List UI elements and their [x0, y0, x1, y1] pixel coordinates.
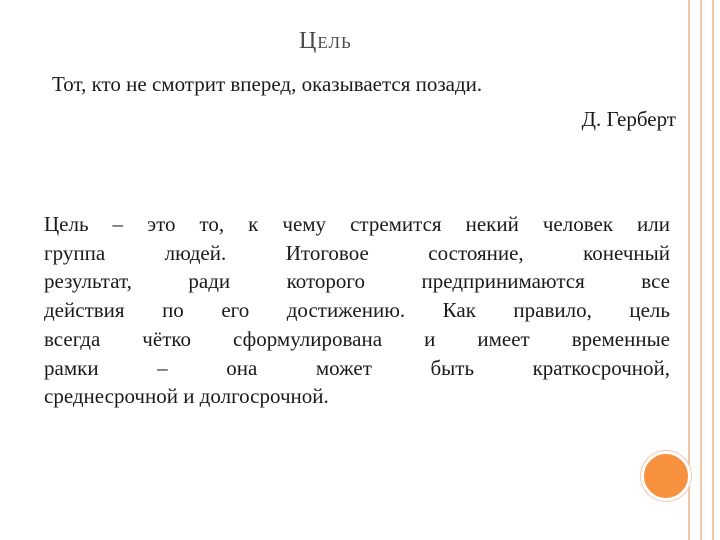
epigraph-author: Д. Герберт	[581, 107, 676, 131]
decorative-rule	[712, 0, 714, 540]
decorative-circle-icon	[641, 451, 691, 501]
paragraph-line: среднесрочной и долгосрочной.	[44, 384, 329, 409]
decorative-rule	[700, 0, 702, 540]
slide-title: Цель	[299, 28, 352, 54]
paragraph-line: Цель – это то, к чему стремится некий человек или	[44, 212, 670, 236]
paragraph-line: группа людей. Итоговое состояние, конечный	[44, 240, 670, 265]
paragraph-line: действия по его достижению. Как правило, цель	[44, 298, 670, 323]
definition-paragraph	[44, 210, 670, 411]
paragraph-line: результат, ради которого предпринимаются все	[44, 269, 670, 294]
decorative-rule	[688, 0, 690, 540]
paragraph-line: рамки – она может быть краткосрочной,	[44, 355, 670, 380]
epigraph-quote: Тот, кто не смотрит вперед, оказывается позади.	[52, 72, 483, 96]
paragraph-line: всегда чётко сформулирована и имеет временные	[44, 326, 670, 351]
